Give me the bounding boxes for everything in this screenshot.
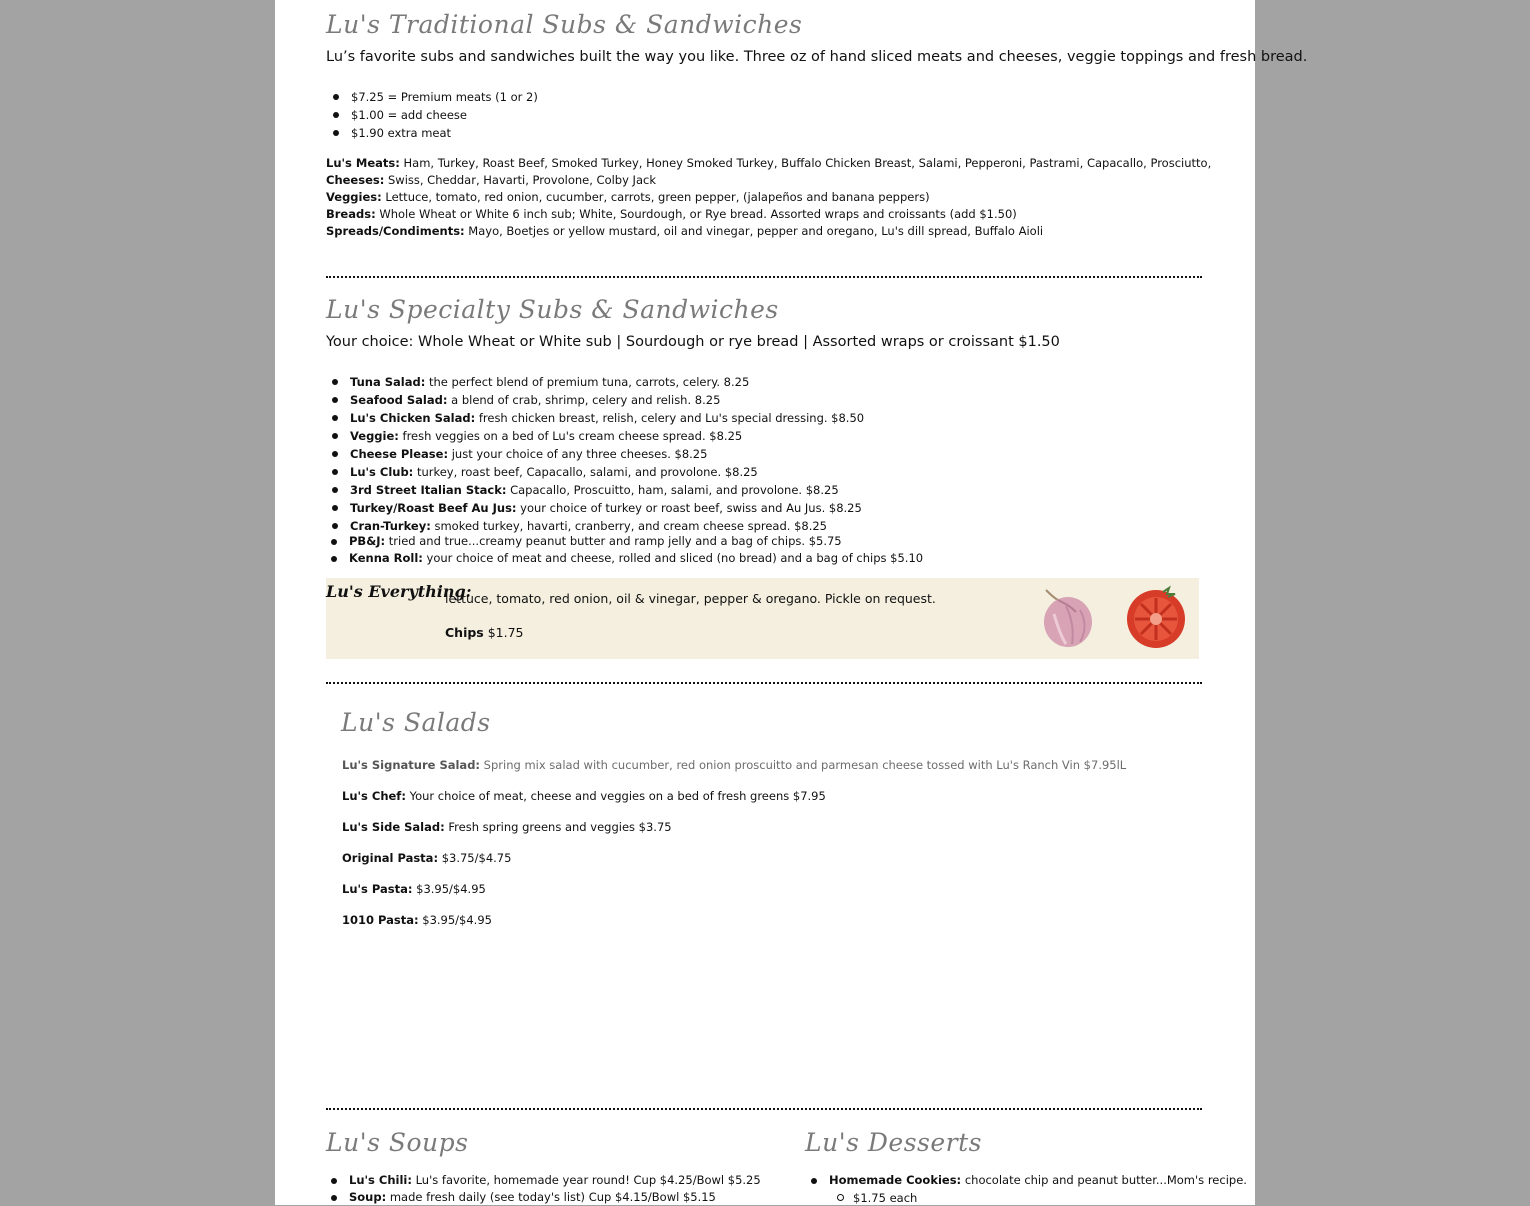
list-item bbox=[324, 1172, 761, 1189]
specialty-list-continued bbox=[324, 533, 923, 567]
soups-title: Lu's Soups bbox=[326, 1128, 469, 1157]
desserts-sublist bbox=[829, 1190, 917, 1206]
list-item bbox=[325, 463, 864, 481]
item-text: smoked turkey, havarti, cranberry, and cream cheese spread. $8.25 bbox=[430, 519, 827, 533]
item-label: Cran-Turkey: bbox=[350, 519, 431, 533]
item-label: Tuna Salad: bbox=[350, 375, 426, 389]
item-text: $3.95/$4.95 bbox=[418, 913, 492, 927]
spreads-text: Mayo, Boetjes or yellow mustard, oil and vinegar, pepper and oregano, Lu's dill spread, Buffalo Aioli bbox=[464, 224, 1044, 238]
desserts-list bbox=[804, 1172, 1247, 1189]
item-label: Kenna Roll: bbox=[349, 551, 423, 565]
chips-line bbox=[445, 625, 524, 640]
item-text: $3.95/$4.95 bbox=[412, 882, 486, 896]
list-item bbox=[804, 1172, 1247, 1189]
item-label: Homemade Cookies: bbox=[829, 1173, 962, 1187]
item-text: fresh veggies on a bed of Lu's cream cheese spread. $8.25 bbox=[398, 429, 743, 443]
section-divider bbox=[326, 682, 1202, 684]
item-text: Your choice of meat, cheese and veggies on a bed of fresh greens $7.95 bbox=[405, 789, 826, 803]
onion-icon bbox=[1036, 584, 1098, 650]
breads-text: Whole Wheat or White 6 inch sub; White, Sourdough, or Rye bread. Assorted wraps and croissants (add $1.50) bbox=[375, 207, 1017, 221]
list-item bbox=[325, 499, 864, 517]
item-label: Lu's Chicken Salad: bbox=[350, 411, 476, 425]
list-item bbox=[324, 533, 923, 550]
item-label: Original Pasta: bbox=[342, 851, 439, 865]
item-text: chocolate chip and peanut butter...Mom's recipe. bbox=[961, 1173, 1247, 1187]
item-text: Fresh spring greens and veggies $3.75 bbox=[444, 820, 672, 834]
original-pasta-line bbox=[342, 851, 511, 865]
item-text: a blend of crab, shrimp, celery and relish. 8.25 bbox=[447, 393, 721, 407]
salads-title: Lu's Salads bbox=[341, 708, 491, 737]
list-item bbox=[324, 1189, 761, 1206]
lus-pasta-line bbox=[342, 882, 486, 896]
section-divider bbox=[326, 1108, 1202, 1110]
list-item: $7.25 = Premium meats (1 or 2) bbox=[326, 88, 538, 106]
item-label: Lu's Chili: bbox=[349, 1173, 412, 1187]
specialty-list bbox=[325, 373, 864, 535]
specialty-title: Lu's Specialty Subs & Sandwiches bbox=[326, 295, 779, 324]
menu-page bbox=[275, 0, 1308, 1205]
veggies-text: Lettuce, tomato, red onion, cucumber, carrots, green pepper, (jalapeños and banana peppers) bbox=[381, 190, 930, 204]
meats-line bbox=[326, 156, 1211, 170]
item-label: Seafood Salad: bbox=[350, 393, 448, 407]
section-divider bbox=[326, 276, 1202, 278]
item-label: Soup: bbox=[349, 1190, 387, 1204]
traditional-intro: Lu’s favorite subs and sandwiches built the way you like. Three oz of hand sliced meats and cheeses, veggie toppings and fresh bread. bbox=[326, 49, 1308, 65]
specialty-intro: Your choice: Whole Wheat or White sub | Sourdough or rye bread | Assorted wraps or croissant $1.50 bbox=[326, 334, 1060, 350]
item-text: Lu's favorite, homemade year round! Cup $4.25/Bowl $5.25 bbox=[411, 1173, 761, 1187]
list-item bbox=[325, 445, 864, 463]
veggies-line bbox=[326, 190, 930, 204]
list-item bbox=[325, 481, 864, 499]
soups-list bbox=[324, 1172, 761, 1206]
item-label: PB&J: bbox=[349, 534, 386, 548]
list-item: $1.00 = add cheese bbox=[326, 106, 538, 124]
spreads-line bbox=[326, 224, 1043, 238]
spreads-label: Spreads/Condiments: bbox=[326, 224, 465, 238]
cheeses-label: Cheeses: bbox=[326, 173, 385, 187]
traditional-title: Lu's Traditional Subs & Sandwiches bbox=[326, 10, 803, 39]
breads-label: Breads: bbox=[326, 207, 376, 221]
chips-label: Chips bbox=[445, 625, 484, 640]
list-item: $1.75 each bbox=[829, 1190, 917, 1206]
item-text: Capacallo, Proscuitto, ham, salami, and provolone. $8.25 bbox=[506, 483, 839, 497]
everything-title: Lu's Everything: bbox=[326, 582, 472, 601]
item-label: Lu's Club: bbox=[350, 465, 414, 479]
item-label: Turkey/Roast Beef Au Jus: bbox=[350, 501, 517, 515]
item-text: your choice of meat and cheese, rolled and sliced (no bread) and a bag of chips $5.10 bbox=[422, 551, 924, 565]
item-label: Cheese Please: bbox=[350, 447, 449, 461]
1010-pasta-line bbox=[342, 913, 492, 927]
side-salad-line bbox=[342, 820, 672, 834]
list-item bbox=[324, 550, 923, 567]
signature-salad-line bbox=[342, 758, 1126, 772]
item-text: tried and true...creamy peanut butter and ramp jelly and a bag of chips. $5.75 bbox=[385, 534, 842, 548]
item-text: made fresh daily (see today's list) Cup $4.15/Bowl $5.15 bbox=[386, 1190, 716, 1204]
meats-text: Ham, Turkey, Roast Beef, Smoked Turkey, Honey Smoked Turkey, Buffalo Chicken Breast, Salami, Pepperoni, Pastrami, Capacallo, Prosciutto, bbox=[399, 156, 1212, 170]
chips-price: $1.75 bbox=[483, 625, 524, 640]
item-text: just your choice of any three cheeses. $8.25 bbox=[448, 447, 708, 461]
list-item bbox=[325, 373, 864, 391]
item-text: turkey, roast beef, Capacallo, salami, and provolone. $8.25 bbox=[413, 465, 758, 479]
item-text: Spring mix salad with cucumber, red onion proscuitto and parmesan cheese tossed with Lu's Ranch Vin $7.95lL bbox=[480, 758, 1127, 772]
everything-box bbox=[326, 578, 1199, 659]
traditional-price-list bbox=[326, 88, 538, 142]
list-item bbox=[325, 391, 864, 409]
item-text: fresh chicken breast, relish, celery and Lu's special dressing. $8.50 bbox=[475, 411, 865, 425]
item-label: Lu's Chef: bbox=[342, 789, 406, 803]
item-label: Lu's Side Salad: bbox=[342, 820, 445, 834]
list-item: $1.90 extra meat bbox=[326, 124, 538, 142]
veggies-label: Veggies: bbox=[326, 190, 382, 204]
chef-salad-line bbox=[342, 789, 826, 803]
item-text: the perfect blend of premium tuna, carrots, celery. 8.25 bbox=[425, 375, 750, 389]
tomato-icon bbox=[1123, 584, 1189, 650]
item-label: 1010 Pasta: bbox=[342, 913, 419, 927]
item-text: $3.75/$4.75 bbox=[438, 851, 512, 865]
everything-text: lettuce, tomato, red onion, oil & vinegar, pepper & oregano. Pickle on request. bbox=[445, 591, 936, 606]
desserts-title: Lu's Desserts bbox=[805, 1128, 982, 1157]
cheeses-line bbox=[326, 173, 656, 187]
cheeses-text: Swiss, Cheddar, Havarti, Provolone, Colby Jack bbox=[384, 173, 656, 187]
list-item bbox=[325, 427, 864, 445]
item-label: 3rd Street Italian Stack: bbox=[350, 483, 507, 497]
list-item bbox=[325, 409, 864, 427]
item-label: Lu's Signature Salad: bbox=[342, 758, 481, 772]
breads-line bbox=[326, 207, 1017, 221]
item-label: Veggie: bbox=[350, 429, 399, 443]
item-label: Lu's Pasta: bbox=[342, 882, 413, 896]
meats-label: Lu's Meats: bbox=[326, 156, 400, 170]
item-text: your choice of turkey or roast beef, swiss and Au Jus. $8.25 bbox=[516, 501, 862, 515]
